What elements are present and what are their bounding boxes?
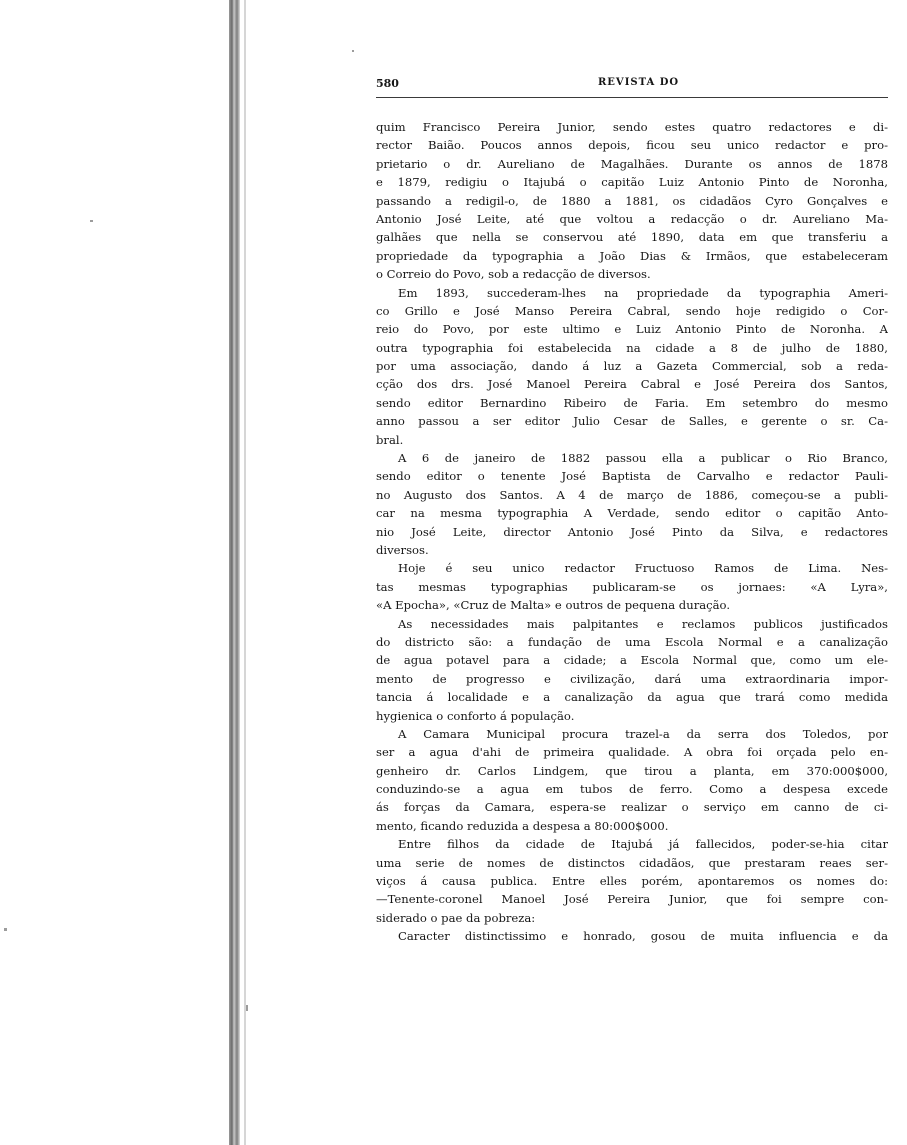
running-title: REVISTA DO: [598, 77, 680, 88]
text-line: viços á causa publica. Entre elles porém, apontaremos os nomes do:: [376, 874, 888, 889]
binding-gutter: [229, 0, 240, 1145]
text-line: tancia á localidade e a canalização da agua que trará como medida: [376, 690, 888, 705]
text-line: prietario o dr. Aureliano de Magalhães. Durante os annos de 1878: [376, 156, 888, 171]
running-head: [376, 76, 888, 94]
text-line: nio José Leite, director Antonio José Pinto da Silva, e redactores: [376, 524, 888, 539]
text-line: sendo editor o tenente José Baptista de Carvalho e redactor Pauli-: [376, 469, 888, 484]
text-line: cção dos drs. José Manoel Pereira Cabral e José Pereira dos Santos,: [376, 377, 888, 392]
text-line: «A Epocha», «Cruz de Malta» e outros de pequena duração.: [376, 598, 731, 613]
text-line: ás forças da Camara, espera-se realizar o serviço em canno de ci-: [376, 800, 888, 815]
text-line: reio do Povo, por este ultimo e Luiz Antonio Pinto de Noronha. A: [376, 322, 888, 337]
text-line: As necessidades mais palpitantes e reclamos publicos justificados: [398, 616, 888, 631]
scan-speck: [90, 220, 93, 222]
text-line: A Camara Municipal procura trazel-a da serra dos Toledos, por: [398, 726, 888, 741]
text-line: quim Francisco Pereira Junior, sendo estes quatro redactores e di-: [376, 120, 888, 134]
text-line: de agua potavel para a cidade; a Escola Normal que, como um ele-: [376, 653, 888, 668]
header-rule: [376, 97, 888, 98]
scan-speck: [4, 928, 7, 931]
text-line: car na mesma typographia A Verdade, sendo editor o capitão Anto-: [376, 506, 888, 521]
text-line: Hoje é seu unico redactor Fructuoso Ramos de Lima. Nes-: [398, 561, 888, 576]
body-text: [376, 118, 888, 946]
text-line: Em 1893, succederam-lhes na propriedade da typographia Ameri-: [398, 285, 888, 300]
text-line: outra typographia foi estabelecida na cidade a 8 de julho de 1880,: [376, 340, 888, 355]
text-line: conduzindo-se a agua em tubos de ferro. Como a despesa excede: [376, 782, 888, 797]
text-line: Antonio José Leite, até que voltou a redacção o dr. Aureliano Ma-: [376, 211, 888, 226]
text-line: hygienica o conforto á população.: [376, 708, 575, 723]
text-line: mento de progresso e civilização, dará uma extraordinaria impor-: [376, 671, 888, 686]
binding-gutter-shadow: [244, 0, 246, 1145]
text-line: e 1879, redigiu o Itajubá o capitão Luiz Antonio Pinto de Noronha,: [376, 175, 888, 190]
scan-speck: [246, 1005, 248, 1011]
text-line: bral.: [376, 432, 404, 447]
text-line: Entre filhos da cidade de Itajubá já fallecidos, poder-se-hia citar: [398, 837, 888, 852]
text-line: siderado o pae da pobreza:: [376, 910, 536, 925]
text-line: —Tenente-coronel Manoel José Pereira Junior, que foi sempre con-: [376, 892, 888, 907]
text-line: mento, ficando reduzida a despesa a 80:000$000.: [376, 818, 669, 833]
text-line: Caracter distinctissimo e honrado, gosou de muita influencia e da: [398, 929, 888, 944]
text-line: sendo editor Bernardino Ribeiro de Faria. Em setembro do mesmo: [376, 395, 888, 410]
text-line: o Correio do Povo, sob a redacção de diversos.: [376, 267, 651, 282]
text-line: uma serie de nomes de distinctos cidadãos, que prestaram reaes ser-: [376, 855, 888, 870]
text-line: tas mesmas typographias publicaram-se os jornaes: «A Lyra»,: [376, 579, 888, 594]
book-page: [376, 76, 888, 944]
text-line: anno passou a ser editor Julio Cesar de Salles, e gerente o sr. Ca-: [376, 414, 888, 429]
page-number: 580: [376, 77, 399, 90]
text-line: rector Baião. Poucos annos depois, ficou seu unico redactor e pro-: [376, 138, 888, 153]
text-line: ser a agua d'ahi de primeira qualidade. A obra foi orçada pelo en-: [376, 745, 888, 760]
text-line: por uma associação, dando á luz a Gazeta Commercial, sob a reda-: [376, 359, 888, 374]
text-line: diversos.: [376, 542, 429, 557]
scan-speck: [352, 50, 354, 52]
text-line: co Grillo e José Manso Pereira Cabral, sendo hoje redigido o Cor-: [376, 303, 888, 318]
text-line: do districto são: a fundação de uma Escola Normal e a canalização: [376, 634, 888, 649]
text-line: A 6 de janeiro de 1882 passou ella a publicar o Rio Branco,: [398, 451, 888, 466]
text-line: propriedade da typographia a João Dias & Irmãos, que estabeleceram: [376, 248, 888, 263]
text-line: no Augusto dos Santos. A 4 de março de 1886, começou-se a publi-: [376, 487, 888, 502]
text-line: galhães que nella se conservou até 1890, data em que transferiu a: [376, 230, 888, 245]
text-line: passando a redigil-o, de 1880 a 1881, os cidadãos Cyro Gonçalves e: [376, 193, 888, 208]
text-line: genheiro dr. Carlos Lindgem, que tirou a planta, em 370:000$000,: [376, 763, 888, 778]
